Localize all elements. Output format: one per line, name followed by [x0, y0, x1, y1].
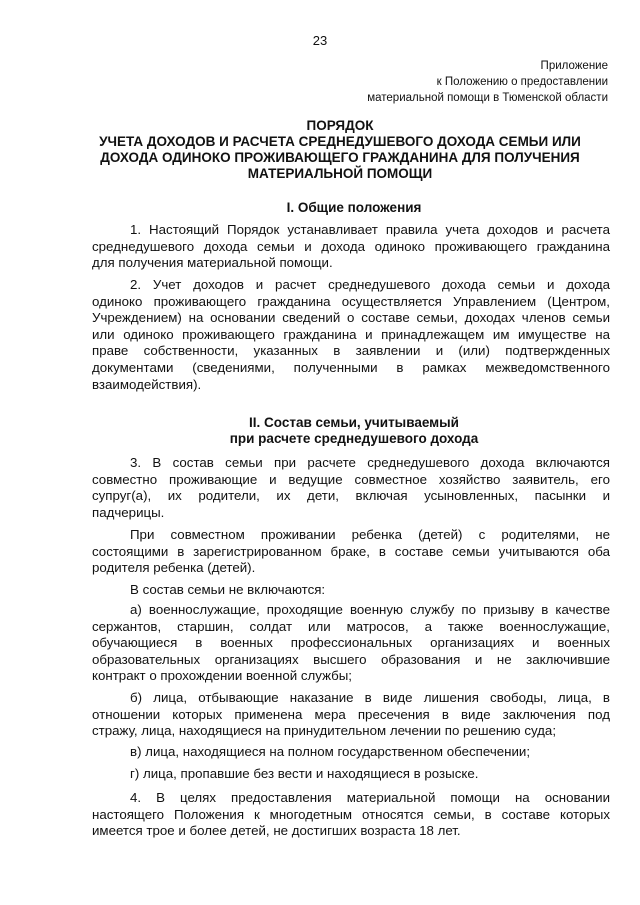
paragraph-line: родителя ребенка (детей).: [92, 560, 256, 576]
appendix-note: [367, 58, 608, 106]
paragraph-line: среднедушевого дохода семьи и дохода одиноко проживающего гражданина: [92, 238, 610, 254]
paragraph-line: в) лица, находящиеся на полном государственном обеспечении;: [130, 744, 531, 759]
paragraph-line: В состав семьи не включаются:: [130, 582, 326, 597]
paragraph-line: б) лица, отбывающие наказание в виде лишения свободы, лица, в: [130, 690, 610, 705]
appendix-line: Приложение: [540, 60, 608, 72]
title-line: МАТЕРИАЛЬНОЙ ПОМОЩИ: [247, 166, 433, 181]
paragraph-5: [92, 582, 610, 599]
paragraph-line: супруг(а), их родители, их дети, включая усыновленных, пасынки и: [92, 488, 610, 504]
paragraph-4: [92, 527, 610, 577]
paragraph-item-a: [92, 602, 610, 685]
paragraph-line: 4. В целях предоставления материальной помощи на основании: [130, 790, 610, 805]
section-heading-line: II. Состав семьи, учитываемый: [249, 415, 459, 430]
paragraph-line: праве собственности, указанных в заявлении и (или) подтвержденных: [92, 343, 610, 359]
title-line: ПОРЯДОК: [306, 118, 374, 133]
paragraph-line: г) лица, пропавшие без вести и находящиеся в розыске.: [130, 766, 479, 781]
paragraph-line: 3. В состав семьи при расчете среднедушевого дохода включаются: [130, 455, 610, 470]
paragraph-line: При совместном проживании ребенка (детей) с родителями, не: [130, 527, 610, 542]
paragraph-line: контракт о прохождении военной службы;: [92, 668, 352, 684]
paragraph-line: 2. Учет доходов и расчет среднедушевого дохода семьи и дохода: [130, 277, 610, 292]
paragraph-line: сержантов, старшин, солдат или матросов, а также военнослужащие,: [92, 618, 610, 634]
paragraph-line: документами (сведениями, полученными в рамках межведомственного: [92, 359, 610, 375]
paragraph-line: стражу, лица, находящиеся на принудительном лечении по решению суда;: [92, 723, 557, 739]
paragraph-item-g: [92, 766, 610, 783]
paragraph-3: [92, 455, 610, 521]
page-number: 23: [312, 33, 328, 48]
section-heading-1: [92, 200, 616, 216]
paragraph-line: состоящими в зарегистрированном браке, в составе семьи учитываются оба: [92, 543, 610, 559]
paragraph-line: образовательных организациях высшего образования и не заключившие: [92, 651, 610, 667]
document-title: [70, 118, 610, 182]
paragraph-item-v: [92, 744, 610, 761]
paragraph-line: одиноко проживающего гражданина осуществляется Управлением (Центром,: [92, 293, 610, 309]
section-heading-2: [92, 415, 616, 447]
title-line: ДОХОДА ОДИНОКО ПРОЖИВАЮЩЕГО ГРАЖДАНИНА ДЛЯ ПОЛУЧЕНИЯ: [100, 150, 580, 165]
paragraph-item-b: [92, 690, 610, 740]
section-heading-line: I. Общие положения: [286, 200, 422, 215]
title-line: УЧЕТА ДОХОДОВ И РАСЧЕТА СРЕДНЕДУШЕВОГО ДОХОДА СЕМЬИ ИЛИ: [99, 134, 581, 149]
paragraph-line: а) военнослужащие, проходящие военную службу по призыву в качестве: [130, 602, 610, 617]
paragraph-line: 1. Настоящий Порядок устанавливает правила учета доходов и расчета: [130, 222, 610, 237]
paragraph-line: взаимодействия).: [92, 376, 202, 392]
paragraph-line: имеется трое и более детей, не достигших возраста 18 лет.: [92, 823, 461, 839]
paragraph-line: или одиноко проживающего гражданина и принадлежащем им имуществе на: [92, 326, 610, 342]
section-heading-line: при расчете среднедушевого дохода: [229, 431, 479, 446]
paragraph-line: обучающиеся в военных профессиональных организациях и военных: [92, 635, 610, 651]
paragraph-6: [92, 790, 610, 840]
paragraph-line: Учреждением) на основании сведений о составе семьи, доходах членов семьи: [92, 310, 610, 326]
appendix-line: к Положению о предоставлении: [436, 76, 608, 88]
paragraph-line: совместно проживающие и ведущие совместное хозяйство заявитель, его: [92, 471, 610, 487]
paragraph-1: [92, 222, 610, 272]
paragraph-line: для получения материальной помощи.: [92, 255, 333, 271]
paragraph-2: [92, 277, 610, 393]
paragraph-line: падчерицы.: [92, 504, 165, 520]
appendix-line: материальной помощи в Тюменской области: [367, 92, 608, 104]
paragraph-line: настоящего Положения к многодетным относятся семьи, в составе которых: [92, 806, 610, 822]
paragraph-line: отношении которых применена мера пресечения в виде заключения под: [92, 706, 610, 722]
